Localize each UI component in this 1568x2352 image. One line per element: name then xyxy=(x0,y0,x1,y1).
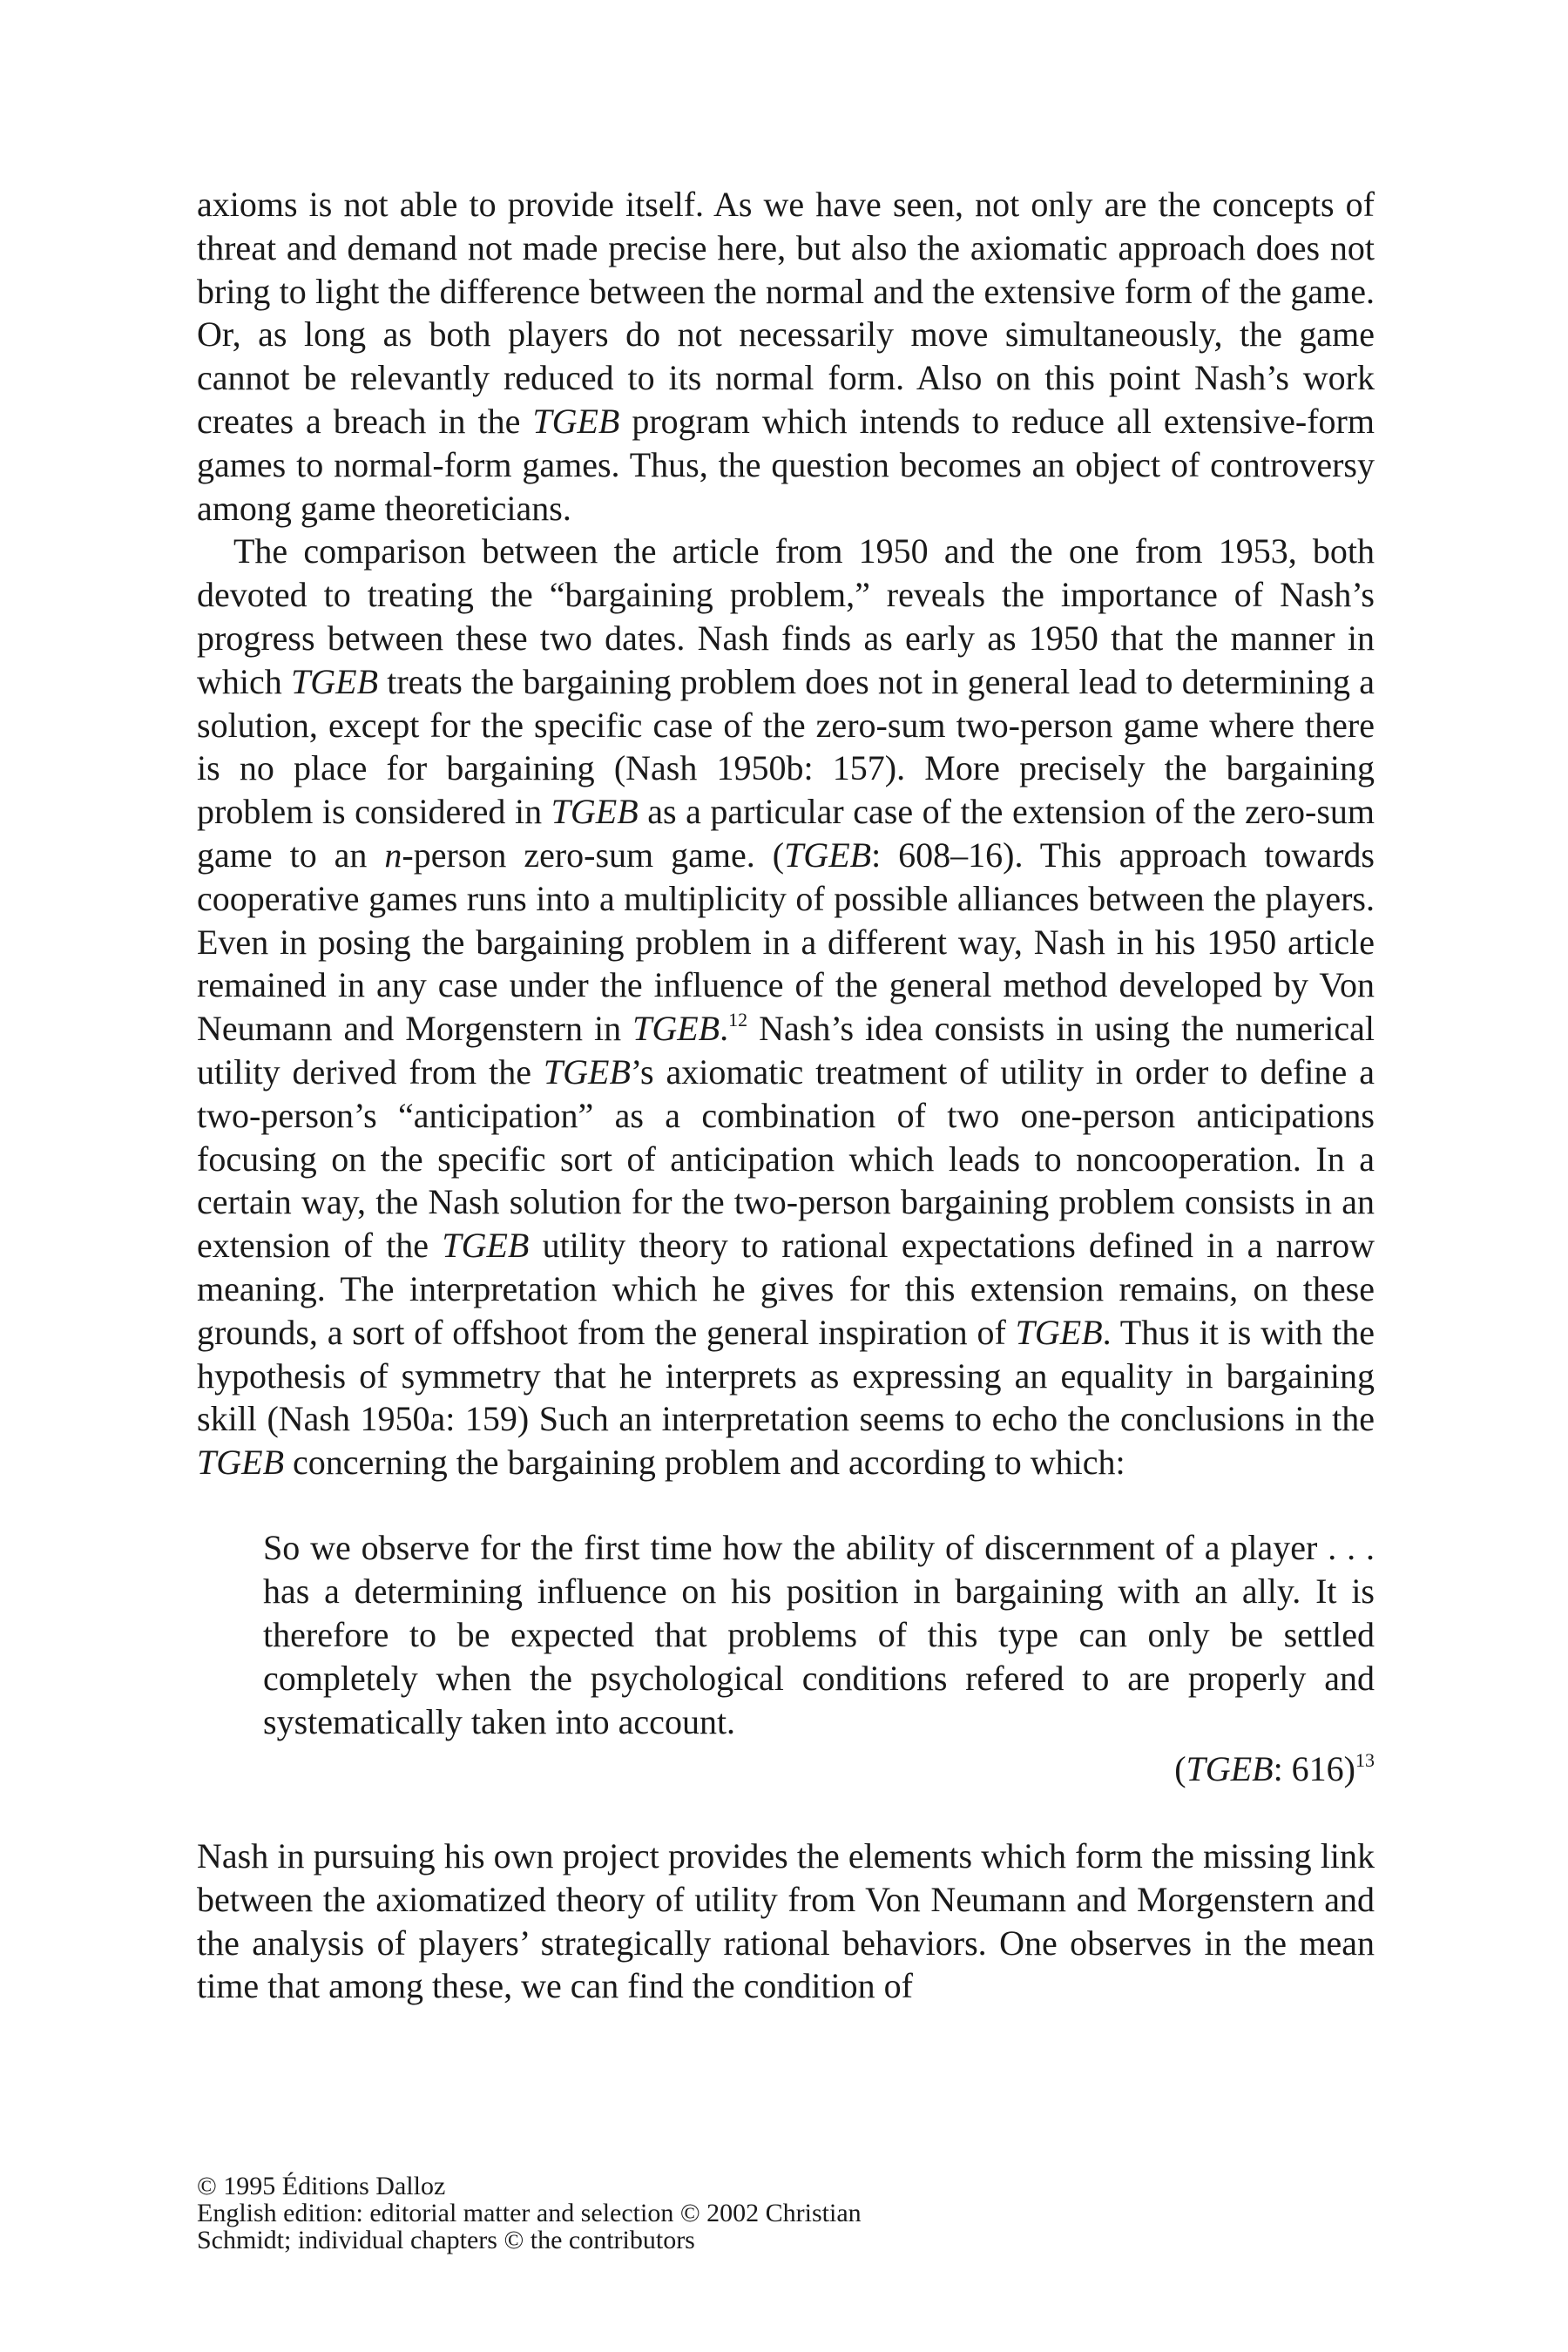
page-body xyxy=(197,183,1375,2008)
paragraph-2-text: as a particular case of the extension of the zero-sum game to an xyxy=(197,792,1375,875)
quote-source-page: : 616) xyxy=(1273,1748,1355,1788)
paragraph-2-text: concerning the bargaining problem and according to which: xyxy=(284,1443,1125,1483)
copyright-line-3: Schmidt; individual chapters © the contributors xyxy=(197,2226,695,2254)
paragraph-2-text: ’s axiomatic treatment of utility in order to define a two-person’s “anticipation” as a combination of two one-person anticipations focusing on the specific sort of anticipation which leads to noncooperation. In a certain way, the Nash solution for the two-person bargaining problem consists in an extension of the xyxy=(197,1051,1375,1266)
paragraph-1-plain xyxy=(0,0,1,1)
copyright-footer xyxy=(197,2173,1068,2254)
tgeb-title: TGEB xyxy=(632,1009,720,1049)
footnote-ref-13[interactable]: 13 xyxy=(1355,1748,1375,1771)
paragraph-3: Nash in pursuing his own project provides the elements which form the missing link between the axiomatized theory of utility from Von Neumann and Morgenstern and the analysis of players’ strategically rational behaviors. One observes in the mean time that among these, we can find the condition of xyxy=(197,1835,1375,2006)
paragraph-2-text: Nash’s idea consists in using the numerical utility derived from the xyxy=(197,1009,1375,1092)
paragraph-2-text: -person zero-sum game. ( xyxy=(402,835,785,875)
paragraph-2 xyxy=(197,530,1375,1484)
tgeb-title: TGEB xyxy=(442,1226,530,1266)
paragraph-2-text: . Thus it is with the hypothesis of symmetry that he interprets as expressing an equality in bargaining skill (Nash 1950a: 159) Such an interpretation seems to echo the conclusions in the xyxy=(197,1312,1375,1439)
paragraph-2-text: . xyxy=(720,1009,729,1049)
paragraph-1-text-c: program which intends to reduce all extensive-form games to normal-form games. Thus, the question becomes an object of controversy among game theoreticians. xyxy=(197,401,1375,528)
paragraph-2-text: treats the bargaining problem does not in general lead to determining a solution, except for the specific case of the zero-sum two-person game where there is no place for bargaining (Nash 1950b: 157). More precisely the bargaining problem is considered in xyxy=(197,661,1375,832)
paragraph-2-text: : 608–16). This approach towards cooperative games runs into a multiplicity of possible alliances between the players. Even in posing the bargaining problem in a different way, Nash in his 1950 article remained in any case under the influence of the general method developed by Von Neumann and Morgenstern in xyxy=(197,835,1375,1049)
copyright-line-1: © 1995 Éditions Dalloz xyxy=(197,2172,446,2200)
tgeb-title: TGEB xyxy=(543,1051,631,1092)
plain-text-mirror xyxy=(0,0,1,1)
tgeb-title: TGEB xyxy=(784,835,872,875)
n-variable: n xyxy=(384,835,402,875)
quote-source xyxy=(263,1747,1375,1791)
copyright-line-2: English edition: editorial matter and selection © 2002 Christian xyxy=(197,2199,862,2227)
paragraph-2-text: utility theory to rational expectations defined in a narrow meaning. The interpretation which he gives for this extension remains, on these grounds, a sort of offshoot from the general inspiration of xyxy=(197,1226,1375,1352)
quote-source-open: ( xyxy=(1174,1748,1186,1788)
tgeb-title: TGEB xyxy=(197,1443,284,1483)
tgeb-title: TGEB xyxy=(532,401,620,441)
tgeb-title: TGEB xyxy=(291,661,378,701)
tgeb-title: TGEB xyxy=(551,792,639,832)
block-quote xyxy=(263,1526,1375,1791)
tgeb-title: TGEB xyxy=(1186,1748,1274,1788)
tgeb-title: TGEB xyxy=(1015,1312,1103,1352)
paragraph-2-text: The comparison between the article from 1950 and the one from 1953, both devoted to treating the “bargaining problem,” reveals the importance of Nash’s progress between these two dates. Nash finds as early as 1950 that the manner in which xyxy=(197,531,1375,701)
footnote-ref-12[interactable]: 12 xyxy=(728,1009,748,1031)
paragraph-1-text-a: axioms is not able to provide itself. As we have seen, not only are the concepts of threat and demand not made precise here, but also the axiomatic approach does not bring to light the difference between the normal and the extensive form of the game. Or, as long as both players do not necessarily move simultaneously, the game cannot be relevantly reduced to its normal form. Also on this point Nash’s work creates a breach in the xyxy=(197,185,1375,441)
block-quote-text: So we observe for the first time how the ability of discernment of a player . . . has a determining influence on his position in bargaining with an ally. It is therefore to be expected that problems of this type can only be settled completely when the psychological conditions refered to are properly and systematically taken into account. xyxy=(263,1527,1375,1741)
paragraph-1 xyxy=(197,183,1375,530)
